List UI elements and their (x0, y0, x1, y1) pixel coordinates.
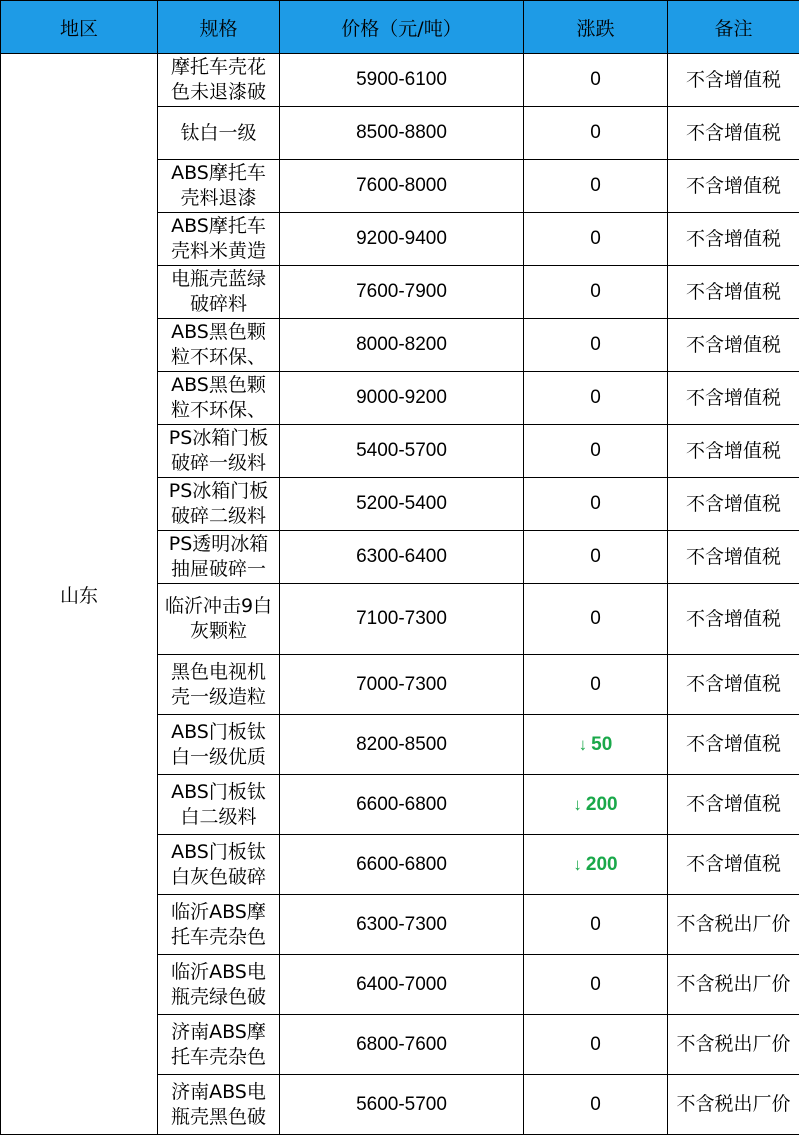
price-cell: 7000-7300 (280, 655, 524, 715)
note-cell: 不含税出厂价 (668, 1015, 799, 1075)
note-cell: 不含增值税 (668, 160, 799, 213)
change-cell (524, 531, 668, 584)
price-cell: 6600-6800 (280, 835, 524, 895)
change-cell (524, 715, 668, 775)
price-cell: 5400-5700 (280, 425, 524, 478)
spec-text: 摩托车壳花色未退漆破 (170, 56, 266, 103)
spec-cell (158, 584, 280, 655)
down-arrow-icon: ↓ (573, 794, 582, 814)
note-cell: 不含增值税 (668, 715, 799, 775)
change-value: 0 (590, 440, 601, 461)
change-value: 0 (590, 122, 601, 143)
spec-cell (158, 1075, 280, 1135)
spec-cell (158, 160, 280, 213)
spec-cell (158, 213, 280, 266)
down-arrow-icon: ↓ (578, 734, 588, 754)
price-cell: 5200-5400 (280, 478, 524, 531)
note-cell: 不含增值税 (668, 319, 799, 372)
spec-cell (158, 266, 280, 319)
change-value: 200 (585, 853, 618, 875)
spec-text: 钛白一级 (180, 121, 257, 144)
spec-cell (158, 775, 280, 835)
spec-cell (158, 955, 280, 1015)
price-cell: 8500-8800 (280, 107, 524, 160)
spec-text: 电瓶壳蓝绿破碎料 (170, 268, 266, 315)
change-cell (524, 319, 668, 372)
note-cell: 不含增值税 (668, 425, 799, 478)
change-value: 0 (590, 973, 601, 995)
price-cell: 7600-7900 (280, 266, 524, 319)
spec-cell (158, 425, 280, 478)
note-cell: 不含增值税 (668, 478, 799, 531)
change-cell (524, 955, 668, 1015)
spec-text: 临沂ABS电瓶壳绿色破 (170, 960, 266, 1008)
note-cell: 不含税出厂价 (668, 1075, 799, 1135)
note-cell: 不含增值税 (668, 372, 799, 425)
spec-text: PS透明冰箱抽屉破碎一 (168, 533, 269, 580)
spec-text: PS冰箱门板破碎二级料 (168, 480, 269, 527)
header-spec: 规格 (158, 1, 280, 54)
header-price: 价格（元/吨） (280, 1, 524, 54)
spec-cell (158, 895, 280, 955)
note-cell: 不含税出厂价 (668, 955, 799, 1015)
price-cell: 6300-6400 (280, 531, 524, 584)
header-note: 备注 (668, 1, 799, 54)
spec-text: 济南ABS摩托车壳杂色 (170, 1020, 266, 1068)
change-value: 0 (590, 608, 601, 629)
spec-text: PS冰箱门板破碎一级料 (168, 427, 269, 474)
change-value: 0 (590, 546, 601, 567)
price-cell: 9000-9200 (280, 372, 524, 425)
region-cell: 山东 (1, 54, 158, 1135)
change-cell (524, 213, 668, 266)
spec-text: ABS摩托车壳料米黄造 (170, 215, 266, 262)
price-cell: 8200-8500 (280, 715, 524, 775)
spec-text: 济南ABS电瓶壳黑色破 (170, 1080, 266, 1128)
change-cell (524, 372, 668, 425)
change-cell (524, 655, 668, 715)
note-cell: 不含增值税 (668, 775, 799, 835)
price-cell: 6300-7300 (280, 895, 524, 955)
change-value: 0 (590, 334, 601, 355)
spec-text: ABS门板钛白一级优质 (170, 720, 266, 768)
spec-text: 临沂ABS摩托车壳杂色 (170, 900, 266, 948)
note-cell: 不含增值税 (668, 655, 799, 715)
price-cell: 6800-7600 (280, 1015, 524, 1075)
change-cell (524, 835, 668, 895)
change-cell (524, 775, 668, 835)
spec-cell (158, 319, 280, 372)
price-cell: 8000-8200 (280, 319, 524, 372)
change-cell (524, 54, 668, 107)
spec-text: ABS黑色颗粒不环保、 (170, 374, 266, 421)
spec-text: ABS摩托车壳料退漆 (171, 162, 266, 209)
note-cell: 不含增值税 (668, 584, 799, 655)
change-cell (524, 160, 668, 213)
spec-cell (158, 54, 280, 107)
header-row (1, 1, 799, 54)
change-value: 0 (590, 281, 601, 302)
note-cell: 不含增值税 (668, 531, 799, 584)
table-row (1, 54, 799, 107)
note-cell: 不含增值税 (668, 835, 799, 895)
spec-cell (158, 478, 280, 531)
change-cell (524, 1015, 668, 1075)
change-value: 0 (590, 673, 601, 695)
spec-text: ABS黑色颗粒不环保、 (170, 321, 266, 368)
change-value: 0 (590, 387, 601, 408)
spec-text: 临沂冲击9白灰颗粒 (164, 595, 273, 642)
price-cell: 7100-7300 (280, 584, 524, 655)
spec-cell (158, 107, 280, 160)
change-value: 0 (590, 69, 601, 90)
change-value: 0 (590, 493, 601, 514)
price-cell: 6600-6800 (280, 775, 524, 835)
change-cell (524, 478, 668, 531)
note-cell: 不含增值税 (668, 266, 799, 319)
note-cell: 不含增值税 (668, 54, 799, 107)
note-cell: 不含税出厂价 (668, 895, 799, 955)
down-arrow-icon: ↓ (573, 854, 582, 874)
price-cell: 9200-9400 (280, 213, 524, 266)
change-value: 50 (591, 733, 613, 755)
change-cell (524, 895, 668, 955)
change-value: 0 (590, 1033, 601, 1055)
change-cell (524, 584, 668, 655)
change-cell (524, 1075, 668, 1135)
change-value: 0 (590, 175, 601, 196)
header-region: 地区 (1, 1, 158, 54)
price-cell: 7600-8000 (280, 160, 524, 213)
change-cell (524, 107, 668, 160)
spec-cell (158, 372, 280, 425)
change-value: 200 (585, 793, 618, 815)
spec-text: ABS门板钛白灰色破碎 (170, 840, 266, 888)
change-cell (524, 266, 668, 319)
price-cell: 6400-7000 (280, 955, 524, 1015)
spec-text: ABS门板钛白二级料 (171, 780, 266, 828)
spec-cell (158, 655, 280, 715)
note-cell: 不含增值税 (668, 213, 799, 266)
change-value: 0 (590, 1093, 601, 1115)
note-cell: 不含增值税 (668, 107, 799, 160)
spec-cell (158, 715, 280, 775)
change-cell (524, 425, 668, 478)
spec-cell (158, 1015, 280, 1075)
spec-text: 黑色电视机壳一级造粒 (170, 660, 266, 708)
change-value: 0 (590, 228, 601, 249)
price-cell: 5900-6100 (280, 54, 524, 107)
header-change: 涨跌 (524, 1, 668, 54)
price-cell: 5600-5700 (280, 1075, 524, 1135)
spec-cell (158, 835, 280, 895)
spec-cell (158, 531, 280, 584)
change-value: 0 (590, 913, 601, 935)
